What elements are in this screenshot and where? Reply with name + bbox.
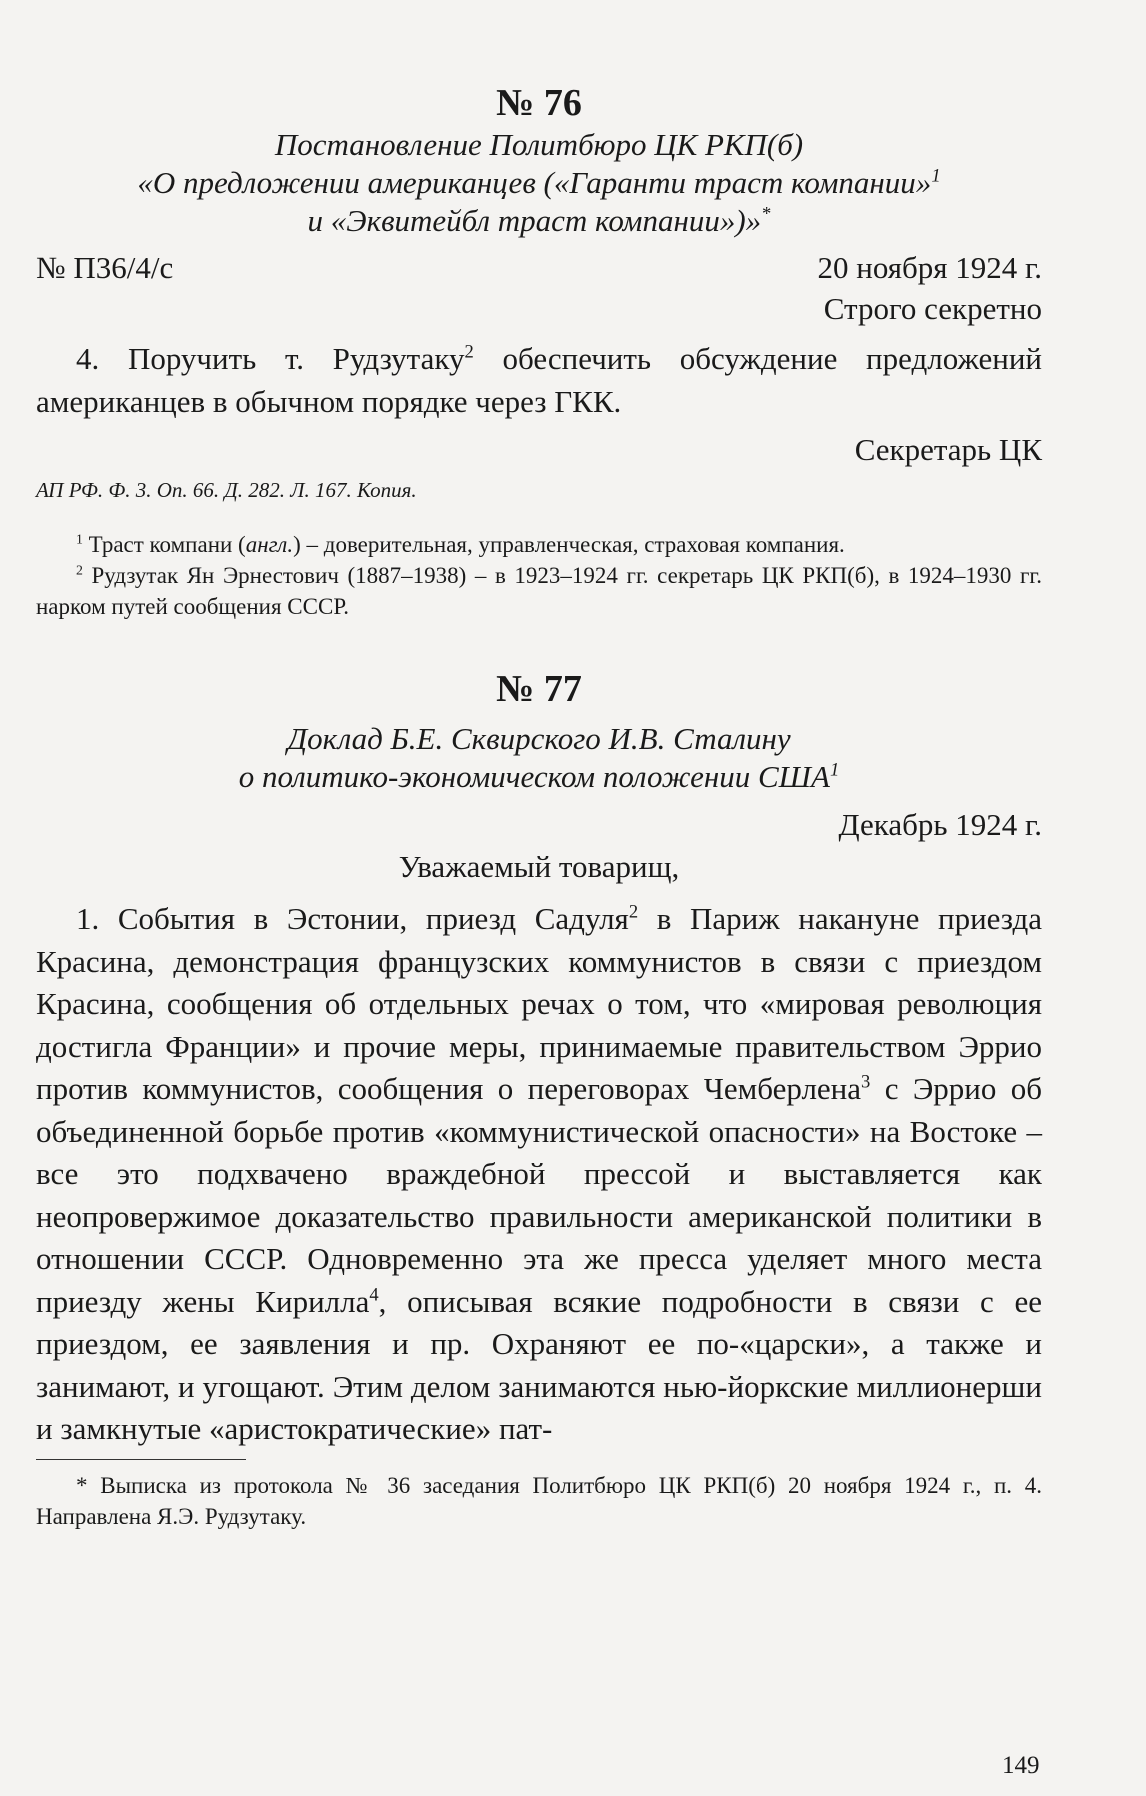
doc76-title-line3: и «Эквитейбл траст компании»)»* <box>307 203 771 238</box>
page-content <box>36 80 1042 1532</box>
doc76-title-line1: Постановление Политбюро ЦК РКП(б) <box>274 127 804 162</box>
footnote-separator <box>36 1459 246 1460</box>
doc77-number: № 77 <box>496 668 582 710</box>
doc76-footnote-1: $^1$ Траст компани (англ.) – доверительная, управленческая, страховая компания. <box>76 531 845 557</box>
doc76-meta-row <box>36 248 1042 288</box>
doc77-greeting: Уважаемый товарищ, <box>398 849 680 884</box>
doc76-paragraph: 4. Поручить т. Рудзутаку$^2$ обеспечить обсуждение предложений американцев в обычном порядке через ГКК. <box>36 341 1043 419</box>
doc76-footnote-2: $^2$ Рудзутак Ян Эрнестович (1887–1938) – в 1923–1924 гг. секретарь ЦК РКП(б), в 1924–1930 гг. нарком путей сообщения СССР. <box>36 562 1042 619</box>
doc77-title-line1: Доклад Б.Е. Сквирского И.В. Сталину <box>287 721 791 756</box>
doc76-signature: Секретарь ЦК <box>854 432 1042 467</box>
doc76-number: № 76 <box>496 82 582 124</box>
doc77-title-line2: о политико-экономическом положении США$^1$ <box>238 759 840 794</box>
doc76-title-line2: «О предложении американцев («Гаранти траст компании»$^1$ <box>137 165 941 200</box>
page-number: 149 <box>1002 1752 1040 1779</box>
doc76-date: 20 ноября 1924 г. <box>817 250 1042 285</box>
doc77-paragraph-1: 1. События в Эстонии, приезд Садуля$^2$ в Париж накануне приезда Красина, демонстрация французских коммунистов в связи с приездом Красина, сообщения об отдельных речах о том, что «мировая революция достигла Франции» и прочие меры, принимаемые правительством Эррио против коммунистов, сообщения о переговорах Чемберлена$^3$ с Эррио об объединенной борьбе против «коммунистической опасности» на Востоке – все это подхвачено враждебной прессой и выставляется как неопровержимое доказательство правильности американской политики в отношении СССР. Одновременно эта же пресса уделяет много места приезду жены Кирилла$^4$, описывая всякие подробности в связи с ее приездом, ее заявления и пр. Охраняют ее по-«царски», а также и занимают, и угощают. Этим делом занимаются нью-йоркские миллионерши и замкнутые «аристократические» пат- <box>36 901 1043 1446</box>
footnote-ref-star: * <box>761 203 771 225</box>
doc76-classification: Строго секретно <box>823 291 1042 326</box>
doc77-date: Декабрь 1924 г. <box>838 807 1042 842</box>
doc76-ref-number: № П36/4/с <box>36 250 174 285</box>
doc76-source: АП РФ. Ф. 3. Оп. 66. Д. 282. Л. 167. Копия. <box>36 478 417 502</box>
footnote-star: * Выписка из протокола № 36 заседания Политбюро ЦК РКП(б) 20 ноября 1924 г., п. 4. Направлена Я.Э. Рудзутаку. <box>36 1472 1042 1529</box>
footnote-ref-1: 1 <box>931 165 941 187</box>
